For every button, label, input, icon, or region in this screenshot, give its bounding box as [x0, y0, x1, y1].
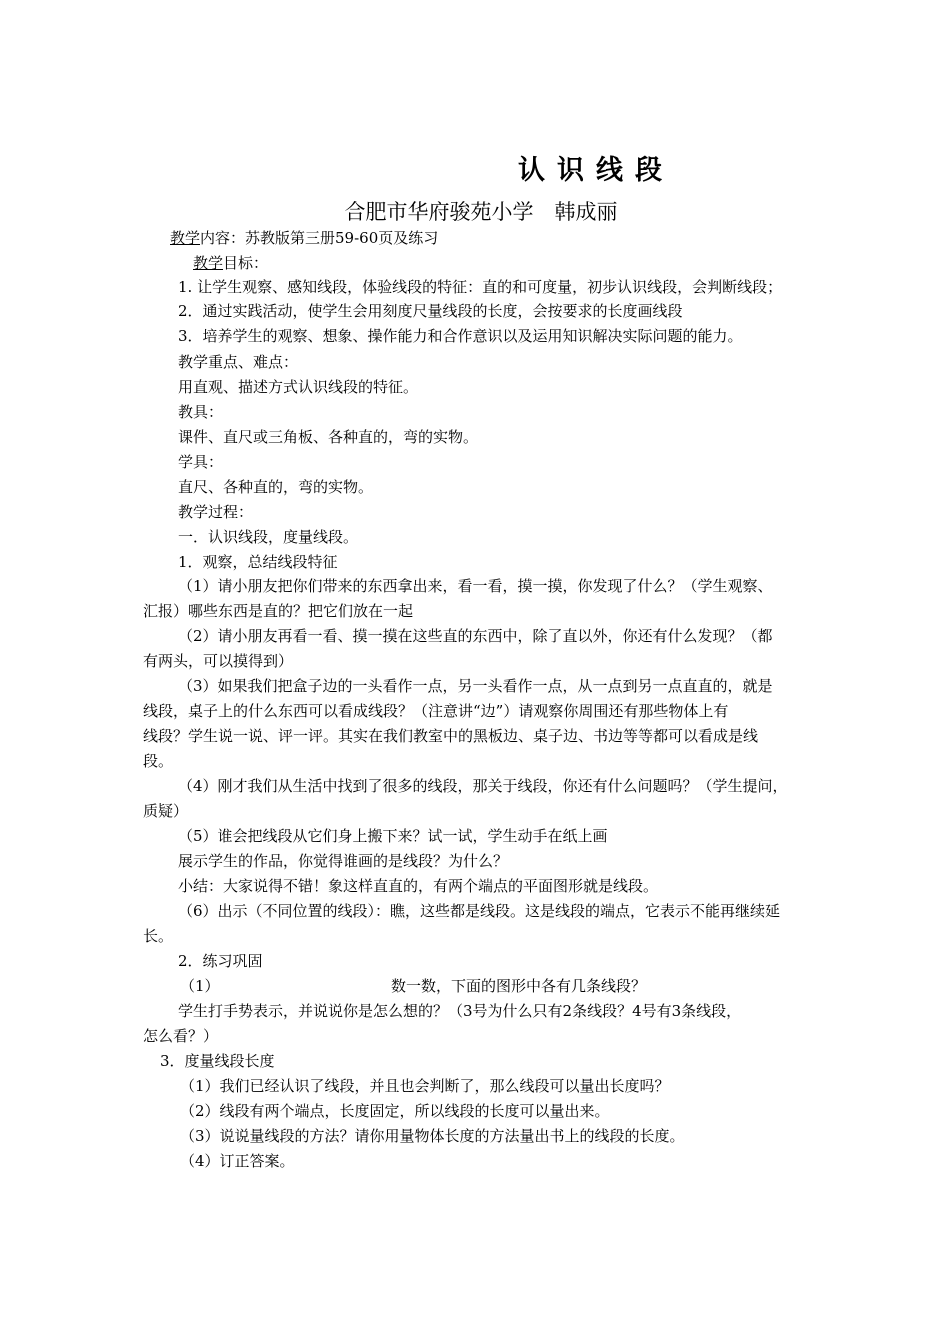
- paragraph-line: 用直观、描述方式认识线段的特征。: [178, 378, 419, 396]
- paragraph-line: 怎么看？）: [143, 1027, 219, 1045]
- paragraph-line: （3）说说量线段的方法？请你用量物体长度的方法量出书上的线段的长度。: [180, 1127, 685, 1145]
- teaching-content: [170, 228, 438, 248]
- paragraph-line: 有两头，可以摸得到）: [143, 652, 294, 670]
- paragraph-line: （4）订正答案。: [180, 1152, 295, 1170]
- paragraph-line: 汇报）哪些东西是直的？把它们放在一起: [143, 602, 414, 620]
- paragraph-line: 小结：大家说得不错！象这样直直的，有两个端点的平面图形就是线段。: [178, 877, 659, 895]
- paragraph-line: 2．练习巩固: [178, 952, 263, 970]
- paragraph-line: 1. 让学生观察、感知线段，体验线段的特征：直的和可度量，初步认识线段，会判断线段；: [178, 278, 783, 296]
- exercise-prompt: 数一数，下面的图形中各有几条线段？: [391, 977, 647, 995]
- document-author: 合肥市华府骏苑小学 韩成丽: [344, 200, 618, 224]
- paragraph-line: 展示学生的作品，你觉得谁画的是线段？为什么？: [178, 852, 509, 870]
- paragraph-line: （2）请小朋友再看一看、摸一摸在这些直的东西中，除了直以外，你还有什么发现？（都: [178, 627, 773, 645]
- paragraph-line: 直尺、各种直的，弯的实物。: [178, 478, 374, 496]
- goals-text: 目标：: [223, 254, 269, 272]
- exercise-number: （1）: [180, 977, 220, 995]
- paragraph-line: （1）我们已经认识了线段，并且也会判断了，那么线段可以量出长度吗？: [180, 1077, 670, 1095]
- paragraph-line: 教具：: [178, 403, 224, 421]
- paragraph-line: 3．培养学生的观察、想象、操作能力和合作意识以及运用知识解决实际问题的能力。: [178, 327, 743, 345]
- paragraph-line: （6）出示（不同位置的线段）：瞧，这些都是线段。这是线段的端点，它表示不能再继续延: [178, 902, 781, 920]
- paragraph-line: 3．度量线段长度: [160, 1052, 275, 1070]
- paragraph-line: 1．观察，总结线段特征: [178, 553, 338, 571]
- paragraph-line: 学具：: [178, 453, 224, 471]
- paragraph-line: 2．通过实践活动，使学生会用刻度尺量线段的长度，会按要求的长度画线段: [178, 302, 683, 320]
- paragraph-line: 一．认识线段，度量线段。: [178, 528, 359, 546]
- paragraph-line: 课件、直尺或三角板、各种直的，弯的实物。: [178, 428, 479, 446]
- paragraph-line: 长。: [143, 927, 174, 945]
- paragraph-line: 线段，桌子上的什么东西可以看成线段？（注意讲“边”）请观察你周围还有那些物体上有: [143, 702, 729, 720]
- paragraph-line: （1）请小朋友把你们带来的东西拿出来，看一看，摸一摸，你发现了什么？（学生观察、: [178, 577, 773, 595]
- paragraph-line: 线段？学生说一说、评一评。其实在我们教室中的黑板边、桌子边、书边等等都可以看成是线: [143, 727, 759, 745]
- content-text: 内容：苏教版第三册59-60页及练习: [200, 229, 439, 247]
- paragraph-line: （3）如果我们把盒子边的一头看作一点，另一头看作一点，从一点到另一点直直的，就是: [178, 677, 773, 695]
- paragraph-line: （5）谁会把线段从它们身上搬下来？试一试，学生动手在纸上画: [178, 827, 608, 845]
- paragraph-line: 教学过程：: [178, 503, 254, 521]
- paragraph-line: （2）线段有两个端点，长度固定，所以线段的长度可以量出来。: [180, 1102, 610, 1120]
- paragraph-line: 质疑）: [143, 802, 189, 820]
- document-title: 认识线段: [518, 155, 674, 186]
- goals-label: 教学: [193, 254, 224, 272]
- teaching-goals-heading: [193, 253, 268, 273]
- paragraph-line: 学生打手势表示，并说说你是怎么想的？（3号为什么只有2条线段？4号有3条线段，: [178, 1002, 742, 1020]
- content-label: 教学: [170, 229, 201, 247]
- paragraph-line: 段。: [143, 752, 174, 770]
- paragraph-line: 教学重点、难点：: [178, 353, 299, 371]
- paragraph-line: （4）刚才我们从生活中找到了很多的线段，那关于线段，你还有什么问题吗？（学生提问，: [178, 777, 788, 795]
